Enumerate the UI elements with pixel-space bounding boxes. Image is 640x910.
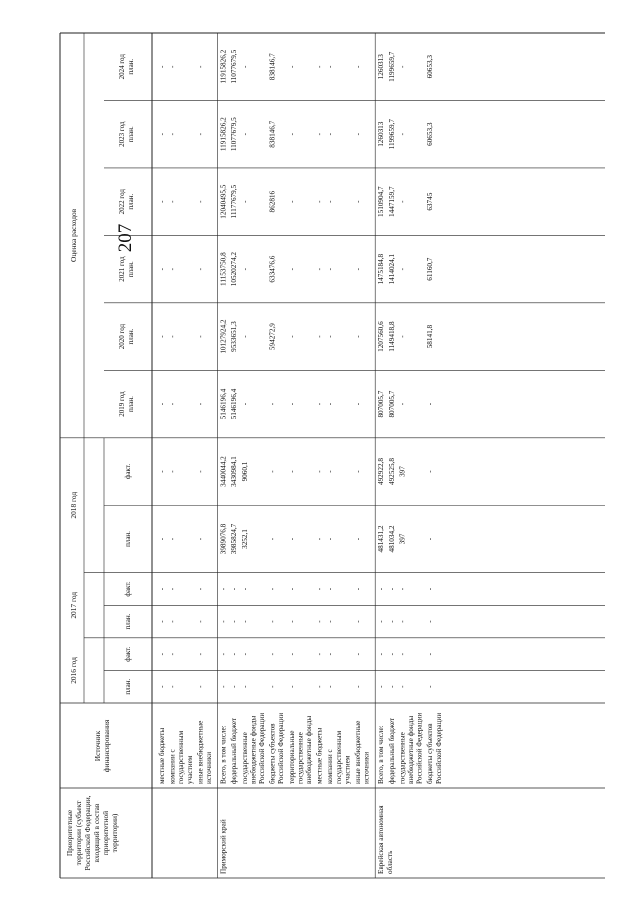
empty-value: -: [168, 685, 177, 688]
empty-value: -: [196, 620, 205, 623]
empty-value: -: [315, 587, 324, 591]
header-plan: план.: [124, 678, 132, 695]
source-label: территориальныегосударственныевнебюджетные фонды: [287, 715, 313, 784]
value-cell: 1414024,1: [387, 253, 396, 285]
empty-value: -: [287, 200, 296, 203]
value-cell: 1475184,8: [377, 253, 386, 285]
value-cell: 1510904,7: [377, 186, 386, 217]
source-label: государственныевнебюджетные фондыРоссийской Федерации: [240, 712, 266, 784]
empty-value: -: [240, 200, 249, 203]
value-cell: 11153750,8: [219, 252, 228, 286]
empty-value: -: [426, 470, 435, 473]
empty-value: -: [219, 620, 228, 623]
empty-value: -: [377, 587, 386, 591]
empty-value: -: [354, 200, 362, 203]
empty-value: -: [268, 587, 277, 591]
empty-value: -: [287, 685, 296, 688]
empty-value: -: [158, 685, 166, 688]
value-cell: 492525,8: [387, 458, 396, 486]
empty-value: -: [230, 620, 239, 623]
empty-value: -: [315, 470, 324, 473]
value-cell: 3440044,2: [219, 456, 228, 487]
value-cell: 1207560,6: [377, 321, 386, 352]
empty-value: -: [158, 402, 166, 406]
empty-value: -: [268, 537, 277, 541]
empty-value: -: [354, 652, 362, 656]
empty-value: -: [315, 620, 324, 623]
value-cell: 11915826,2: [219, 49, 228, 84]
empty-value: -: [168, 65, 177, 68]
header-fact: факт.: [124, 646, 132, 662]
header-estimate-year: 2024 годплан.: [118, 54, 135, 80]
page-number-text: 207: [115, 223, 136, 253]
region-name: Еврейская автономнаяобласть: [377, 805, 394, 874]
empty-value: -: [268, 620, 277, 623]
header-fact: факт.: [124, 581, 132, 597]
empty-value: -: [315, 200, 324, 203]
empty-value: -: [398, 620, 407, 623]
value-cell: 481034,2: [387, 525, 396, 553]
value-cell: 61160,7: [426, 257, 435, 281]
empty-value: -: [158, 132, 166, 136]
value-cell: 3430984,1: [230, 456, 239, 487]
value-cell: 1199659,7: [387, 51, 396, 82]
empty-value: -: [426, 537, 435, 541]
empty-value: -: [168, 587, 177, 591]
header-year: 2017 год: [69, 591, 78, 619]
header-estimate-year: 2020 годплан.: [118, 323, 135, 350]
empty-value: -: [196, 267, 205, 271]
empty-value: -: [326, 620, 335, 623]
empty-value: -: [326, 65, 335, 68]
value-cell: 63745: [426, 192, 435, 211]
header-estimate-year: 2023 годплан.: [118, 121, 135, 147]
empty-value: -: [268, 652, 277, 656]
value-cell: 10520274,2: [230, 252, 239, 287]
empty-value: -: [240, 132, 249, 136]
empty-value: -: [326, 470, 335, 473]
empty-value: -: [315, 65, 324, 68]
empty-value: -: [398, 335, 407, 338]
empty-value: -: [326, 200, 335, 203]
empty-value: -: [377, 620, 386, 623]
empty-value: -: [168, 132, 177, 136]
value-cell: 60653,3: [426, 122, 435, 146]
empty-value: -: [387, 652, 396, 656]
value-cell: 9533651,3: [230, 321, 239, 352]
empty-value: -: [315, 537, 324, 541]
empty-value: -: [354, 402, 362, 406]
empty-value: -: [240, 587, 249, 591]
empty-value: -: [398, 587, 407, 591]
empty-value: -: [240, 65, 249, 68]
empty-value: -: [230, 652, 239, 656]
empty-value: -: [398, 132, 407, 136]
empty-value: -: [158, 470, 166, 473]
value-cell: 5146196,4: [219, 388, 228, 420]
empty-value: -: [196, 537, 205, 541]
empty-value: -: [287, 267, 296, 271]
empty-value: -: [196, 685, 205, 688]
value-cell: 594272,9: [268, 323, 277, 351]
header-year: 2016 год: [69, 657, 78, 684]
empty-value: -: [158, 335, 166, 338]
value-cell: 9060,1: [240, 461, 249, 482]
empty-value: -: [354, 335, 362, 338]
empty-value: -: [158, 537, 166, 541]
empty-value: -: [426, 685, 435, 688]
header-plan: план.: [124, 531, 132, 547]
empty-value: -: [326, 335, 335, 338]
value-cell: 1149418,8: [387, 321, 396, 352]
empty-value: -: [240, 335, 249, 338]
empty-value: -: [354, 685, 362, 688]
empty-value: -: [354, 267, 362, 271]
empty-value: -: [326, 132, 335, 136]
empty-value: -: [287, 335, 296, 338]
source-label: иные внебюджетныеисточники: [196, 720, 213, 784]
value-cell: 807005,7: [387, 390, 396, 418]
empty-value: -: [398, 200, 407, 203]
empty-value: -: [196, 65, 205, 68]
empty-value: -: [287, 620, 296, 623]
empty-value: -: [168, 200, 177, 203]
header-territory: Приоритетныетерритории (субъектРоссийской Федерации,входящий в составприоритетнойтерритории): [65, 795, 119, 871]
empty-value: -: [354, 470, 362, 473]
empty-value: -: [196, 335, 205, 338]
empty-value: -: [158, 620, 166, 623]
empty-value: -: [219, 587, 228, 591]
empty-value: -: [196, 132, 205, 136]
empty-value: -: [354, 587, 362, 591]
value-cell: 10127924,2: [219, 319, 228, 354]
empty-value: -: [196, 470, 205, 473]
empty-value: -: [158, 267, 166, 271]
value-cell: 12040495,5: [219, 184, 228, 219]
value-cell: 397: [398, 466, 407, 477]
empty-value: -: [326, 537, 335, 541]
value-cell: 11915826,2: [219, 117, 228, 152]
empty-value: -: [387, 587, 396, 591]
source-label: иные внебюджетныеисточники: [354, 720, 371, 784]
empty-value: -: [315, 402, 324, 406]
empty-value: -: [315, 267, 324, 271]
empty-value: -: [196, 200, 205, 203]
empty-value: -: [326, 402, 335, 406]
empty-value: -: [398, 65, 407, 68]
empty-value: -: [287, 470, 296, 473]
empty-value: -: [240, 402, 249, 406]
value-cell: 11177679,5: [230, 184, 239, 219]
empty-value: -: [354, 620, 362, 623]
header-plan: план.: [124, 613, 132, 630]
empty-value: -: [240, 620, 249, 623]
empty-value: -: [268, 470, 277, 473]
source-label: Всего, в том числе:: [377, 725, 386, 784]
empty-value: -: [158, 200, 166, 203]
empty-value: -: [354, 132, 362, 136]
empty-value: -: [268, 402, 277, 406]
value-cell: 3989076,8: [219, 523, 228, 555]
empty-value: -: [196, 587, 205, 591]
value-cell: 838146,7: [268, 53, 277, 81]
empty-value: -: [158, 587, 166, 591]
value-cell: 838146,7: [268, 120, 277, 148]
empty-value: -: [426, 652, 435, 656]
empty-value: -: [268, 685, 277, 688]
empty-value: -: [326, 587, 335, 591]
empty-value: -: [326, 652, 335, 656]
empty-value: -: [287, 537, 296, 541]
empty-value: -: [240, 652, 249, 656]
header-estimate: Оценка расходов: [69, 208, 78, 262]
empty-value: -: [240, 267, 249, 271]
empty-value: -: [219, 652, 228, 656]
value-cell: 3985824,7: [230, 523, 239, 555]
empty-value: -: [315, 132, 324, 136]
value-cell: 481431,2: [377, 525, 386, 553]
empty-value: -: [398, 652, 407, 656]
value-cell: 1260313: [377, 54, 386, 80]
empty-value: -: [230, 685, 239, 688]
header-source: Источникфинансирования: [93, 719, 111, 773]
empty-value: -: [168, 335, 177, 338]
value-cell: 633476,6: [268, 255, 277, 283]
empty-value: -: [315, 335, 324, 338]
source-label: федеральный бюджет: [230, 717, 239, 784]
empty-value: -: [326, 685, 335, 688]
value-cell: 492922,8: [377, 458, 386, 486]
empty-value: -: [377, 652, 386, 656]
empty-value: -: [196, 652, 205, 656]
empty-value: -: [230, 587, 239, 591]
empty-value: -: [158, 652, 166, 656]
empty-value: -: [354, 537, 362, 541]
empty-value: -: [398, 267, 407, 271]
value-cell: 807005,7: [377, 390, 386, 418]
empty-value: -: [287, 652, 296, 656]
source-label: бюджеты субъектовРоссийской Федерации: [426, 712, 443, 784]
empty-value: -: [287, 402, 296, 406]
empty-value: -: [387, 685, 396, 688]
value-cell: 397: [398, 533, 407, 545]
empty-value: -: [287, 65, 296, 68]
empty-value: -: [354, 65, 362, 68]
header-estimate-year: 2019 годплан.: [118, 391, 135, 417]
empty-value: -: [196, 402, 205, 406]
empty-value: -: [426, 620, 435, 623]
region-name: Приморский край: [219, 819, 228, 874]
source-label: местные бюджеты: [158, 727, 166, 784]
empty-value: -: [168, 402, 177, 406]
value-cell: 58141,8: [426, 324, 435, 349]
header-estimate-year: 2022 годплан.: [118, 189, 135, 215]
empty-value: -: [168, 652, 177, 656]
empty-value: -: [168, 537, 177, 541]
empty-value: -: [426, 402, 435, 406]
empty-value: -: [398, 402, 407, 406]
value-cell: 862816: [268, 190, 277, 213]
header-fact: факт.: [124, 463, 132, 480]
value-cell: 1260313: [377, 121, 386, 147]
empty-value: -: [168, 620, 177, 623]
value-cell: 60653,3: [426, 55, 435, 79]
source-label: бюджеты субъектовРоссийской Федерации: [268, 712, 286, 784]
source-label: государственныевнебюджетные фондыРоссийской Федерации: [398, 712, 424, 784]
empty-value: -: [287, 132, 296, 136]
empty-value: -: [287, 587, 296, 591]
source-label: компании сгосударственнымучастием: [168, 730, 194, 784]
empty-value: -: [426, 587, 435, 591]
source-label: Всего, в том числе:: [219, 725, 228, 784]
empty-value: -: [398, 685, 407, 688]
empty-value: -: [168, 267, 177, 271]
header-year: 2018 год: [69, 491, 78, 519]
empty-value: -: [219, 685, 228, 688]
header-estimate-year: 2021 годплан.: [118, 256, 135, 282]
empty-value: -: [158, 65, 166, 68]
empty-value: -: [240, 685, 249, 688]
empty-value: -: [168, 470, 177, 473]
value-cell: 5146196,4: [230, 388, 239, 420]
empty-value: -: [315, 685, 324, 688]
value-cell: 11077679,5: [230, 49, 239, 84]
source-label: федеральный бюджет: [387, 717, 396, 784]
value-cell: 3252,1: [240, 529, 249, 549]
empty-value: -: [387, 620, 396, 623]
empty-value: -: [326, 267, 335, 271]
source-label: местные бюджеты: [315, 727, 324, 784]
value-cell: 1447159,7: [387, 186, 396, 217]
source-label: компании сгосударственнымучастием: [326, 730, 352, 784]
value-cell: 11077679,5: [230, 117, 239, 152]
value-cell: 1199659,7: [387, 119, 396, 150]
empty-value: -: [315, 652, 324, 656]
empty-value: -: [377, 685, 386, 688]
